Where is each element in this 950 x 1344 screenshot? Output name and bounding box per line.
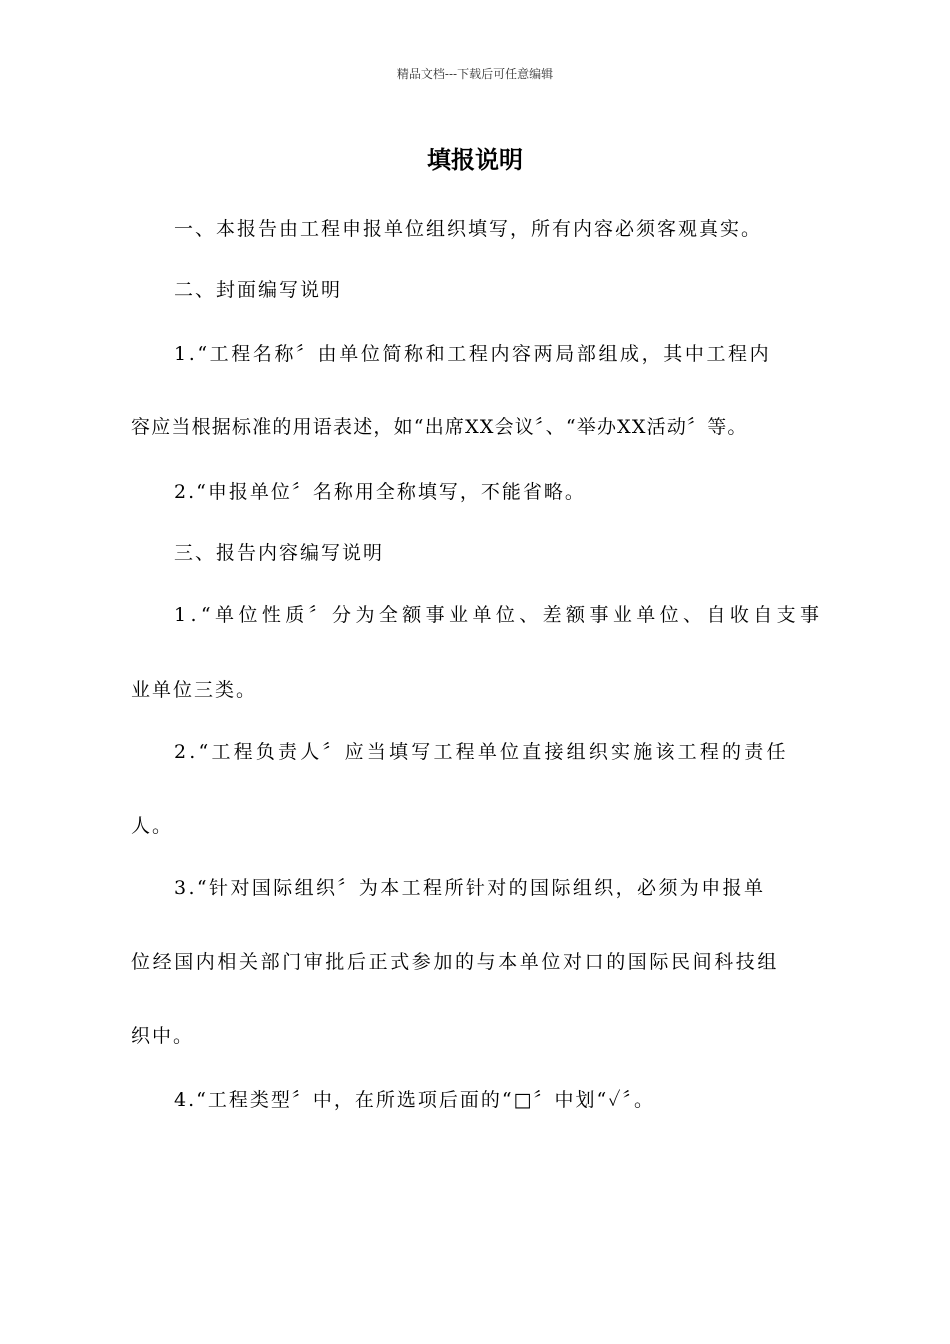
paragraph-line: 4.“工程类型〞中，在所选项后面的“□〞中划“✓〞。 bbox=[174, 1089, 655, 1111]
paragraph-line: 3.“针对国际组织〞为本工程所针对的国际组织，必须为申报单 bbox=[174, 877, 766, 899]
paragraph-line: 容应当根据标准的用语表述，如“出席XX会议〞、“举办XX活动〞等。 bbox=[131, 416, 748, 438]
section-heading: 二、封面编写说明 bbox=[174, 279, 343, 301]
paragraph-line: 位经国内相关部门审批后正式参加的与本单位对口的国际民间科技组 bbox=[131, 951, 780, 973]
paragraph-line: 业单位三类。 bbox=[131, 679, 258, 701]
paragraph-line: 人。 bbox=[131, 815, 174, 837]
paragraph-line: 2.“申报单位〞名称用全称填写，不能省略。 bbox=[174, 481, 586, 503]
page-header: 精品文档---下载后可任意编辑 bbox=[396, 67, 554, 81]
document-title: 填报说明 bbox=[427, 146, 523, 174]
paragraph-line: 织中。 bbox=[131, 1025, 195, 1047]
paragraph-line: 1.“单位性质〞分为全额事业单位、差额事业单位、自收自支事 bbox=[174, 604, 824, 626]
paragraph-line: 1.“工程名称〞由单位简称和工程内容两局部组成，其中工程内 bbox=[174, 343, 772, 365]
paragraph-line: 2.“工程负责人〞应当填写工程单位直接组织实施该工程的责任 bbox=[174, 741, 789, 763]
section-heading: 三、报告内容编写说明 bbox=[174, 542, 385, 564]
paragraph-line: 一、本报告由工程申报单位组织填写，所有内容必须客观真实。 bbox=[174, 218, 763, 240]
